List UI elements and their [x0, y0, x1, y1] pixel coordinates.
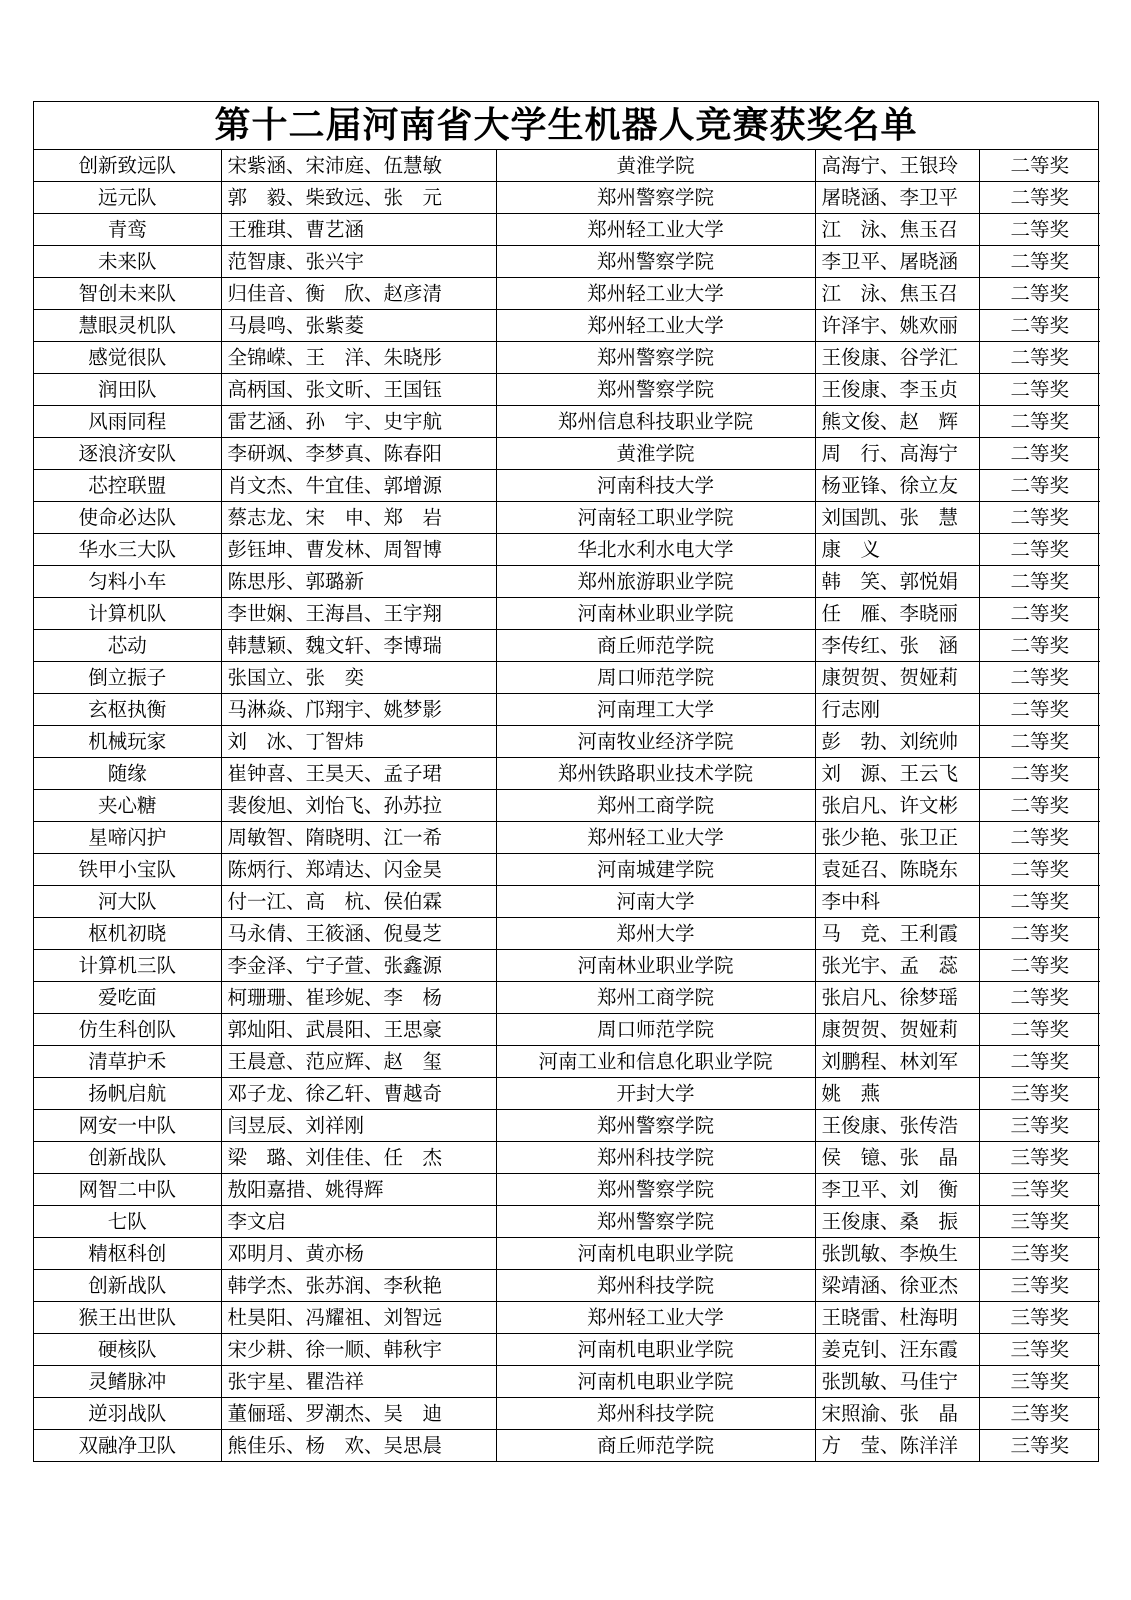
- members-cell: 李研飒、李梦真、陈春阳: [221, 438, 496, 470]
- team-name-cell: 灵鳍脉冲: [34, 1366, 221, 1398]
- school-cell: 河南城建学院: [496, 854, 815, 886]
- members-cell: 归佳音、衡 欣、赵彦清: [221, 278, 496, 310]
- members-cell: 马晨鸣、张紫菱: [221, 310, 496, 342]
- school-cell: 黄淮学院: [496, 150, 815, 182]
- team-name-cell: 未来队: [34, 246, 221, 278]
- school-cell: 郑州信息科技职业学院: [496, 406, 815, 438]
- table-row: [34, 246, 1100, 278]
- school-cell: 周口师范学院: [496, 662, 815, 694]
- table-row: [34, 342, 1100, 374]
- team-name-cell: 七队: [34, 1206, 221, 1238]
- award-cell: 二等奖: [979, 694, 1100, 726]
- award-cell: 二等奖: [979, 598, 1100, 630]
- school-cell: 郑州科技学院: [496, 1270, 815, 1302]
- advisors-cell: 姚 燕: [815, 1078, 979, 1110]
- school-cell: 黄淮学院: [496, 438, 815, 470]
- advisors-cell: 李传红、张 涵: [815, 630, 979, 662]
- advisors-cell: 张启凡、许文彬: [815, 790, 979, 822]
- table-row: [34, 214, 1100, 246]
- advisors-cell: 韩 笑、郭悦娟: [815, 566, 979, 598]
- members-cell: 高柄国、张文昕、王国钰: [221, 374, 496, 406]
- award-table: [34, 150, 1100, 1461]
- award-cell: 二等奖: [979, 566, 1100, 598]
- table-row: [34, 438, 1100, 470]
- advisors-cell: 熊文俊、赵 辉: [815, 406, 979, 438]
- team-name-cell: 铁甲小宝队: [34, 854, 221, 886]
- members-cell: 李世娴、王海昌、王宇翔: [221, 598, 496, 630]
- school-cell: 郑州科技学院: [496, 1142, 815, 1174]
- award-cell: 二等奖: [979, 886, 1100, 918]
- team-name-cell: 硬核队: [34, 1334, 221, 1366]
- table-row: [34, 950, 1100, 982]
- award-cell: 三等奖: [979, 1398, 1100, 1430]
- advisors-cell: 王俊康、李玉贞: [815, 374, 979, 406]
- members-cell: 裴俊旭、刘怡飞、孙苏拉: [221, 790, 496, 822]
- team-name-cell: 远元队: [34, 182, 221, 214]
- school-cell: 河南林业职业学院: [496, 598, 815, 630]
- members-cell: 马淋焱、邝翔宇、姚梦影: [221, 694, 496, 726]
- table-row: [34, 406, 1100, 438]
- team-name-cell: 猴王出世队: [34, 1302, 221, 1334]
- team-name-cell: 网智二中队: [34, 1174, 221, 1206]
- school-cell: 郑州轻工业大学: [496, 278, 815, 310]
- school-cell: 郑州警察学院: [496, 1174, 815, 1206]
- advisors-cell: 屠晓涵、李卫平: [815, 182, 979, 214]
- school-cell: 商丘师范学院: [496, 1430, 815, 1462]
- table-row: [34, 1430, 1100, 1462]
- award-cell: 二等奖: [979, 854, 1100, 886]
- table-row: [34, 502, 1100, 534]
- table-row: [34, 1142, 1100, 1174]
- advisors-cell: 任 雁、李晓丽: [815, 598, 979, 630]
- table-row: [34, 630, 1100, 662]
- school-cell: 郑州轻工业大学: [496, 310, 815, 342]
- team-name-cell: 风雨同程: [34, 406, 221, 438]
- table-row: [34, 822, 1100, 854]
- table-row: [34, 1078, 1100, 1110]
- advisors-cell: 李卫平、屠晓涵: [815, 246, 979, 278]
- table-row: [34, 662, 1100, 694]
- advisors-cell: 张光宇、孟 蕊: [815, 950, 979, 982]
- table-row: [34, 758, 1100, 790]
- advisors-cell: 方 莹、陈洋洋: [815, 1430, 979, 1462]
- members-cell: 梁 璐、刘佳佳、任 杰: [221, 1142, 496, 1174]
- award-cell: 二等奖: [979, 502, 1100, 534]
- school-cell: 郑州科技学院: [496, 1398, 815, 1430]
- school-cell: 郑州警察学院: [496, 1206, 815, 1238]
- school-cell: 郑州轻工业大学: [496, 214, 815, 246]
- members-cell: 宋少耕、徐一顺、韩秋宇: [221, 1334, 496, 1366]
- team-name-cell: 慧眼灵机队: [34, 310, 221, 342]
- award-cell: 三等奖: [979, 1174, 1100, 1206]
- table-row: [34, 694, 1100, 726]
- advisors-cell: 康贺贺、贺娅莉: [815, 662, 979, 694]
- team-name-cell: 计算机三队: [34, 950, 221, 982]
- table-row: [34, 1334, 1100, 1366]
- school-cell: 郑州警察学院: [496, 342, 815, 374]
- table-row: [34, 1302, 1100, 1334]
- table-row: [34, 566, 1100, 598]
- award-list-table: [33, 101, 1099, 1462]
- members-cell: 周敏智、隋晓明、江一希: [221, 822, 496, 854]
- team-name-cell: 倒立振子: [34, 662, 221, 694]
- members-cell: 崔钟喜、王昊天、孟子珺: [221, 758, 496, 790]
- members-cell: 王晨意、范应辉、赵 玺: [221, 1046, 496, 1078]
- advisors-cell: 王俊康、桑 振: [815, 1206, 979, 1238]
- table-row: [34, 182, 1100, 214]
- table-row: [34, 854, 1100, 886]
- table-row: [34, 886, 1100, 918]
- members-cell: 邓明月、黄亦杨: [221, 1238, 496, 1270]
- school-cell: 河南机电职业学院: [496, 1238, 815, 1270]
- team-name-cell: 使命必达队: [34, 502, 221, 534]
- school-cell: 河南机电职业学院: [496, 1366, 815, 1398]
- school-cell: 郑州铁路职业技术学院: [496, 758, 815, 790]
- team-name-cell: 创新致远队: [34, 150, 221, 182]
- members-cell: 付一江、高 杭、侯伯霖: [221, 886, 496, 918]
- team-name-cell: 匀料小车: [34, 566, 221, 598]
- table-row: [34, 726, 1100, 758]
- school-cell: 郑州警察学院: [496, 246, 815, 278]
- team-name-cell: 扬帆启航: [34, 1078, 221, 1110]
- members-cell: 雷艺涵、孙 宇、史宇航: [221, 406, 496, 438]
- advisors-cell: 行志刚: [815, 694, 979, 726]
- members-cell: 李金泽、宁子萱、张鑫源: [221, 950, 496, 982]
- members-cell: 杜昊阳、冯耀祖、刘智远: [221, 1302, 496, 1334]
- advisors-cell: 张凯敏、李焕生: [815, 1238, 979, 1270]
- advisors-cell: 康 义: [815, 534, 979, 566]
- team-name-cell: 随缘: [34, 758, 221, 790]
- team-name-cell: 芯控联盟: [34, 470, 221, 502]
- members-cell: 郭灿阳、武晨阳、王思豪: [221, 1014, 496, 1046]
- award-cell: 二等奖: [979, 726, 1100, 758]
- award-cell: 二等奖: [979, 182, 1100, 214]
- table-row: [34, 918, 1100, 950]
- award-cell: 二等奖: [979, 822, 1100, 854]
- award-cell: 三等奖: [979, 1430, 1100, 1462]
- team-name-cell: 计算机队: [34, 598, 221, 630]
- school-cell: 河南机电职业学院: [496, 1334, 815, 1366]
- advisors-cell: 刘国凯、张 慧: [815, 502, 979, 534]
- award-cell: 三等奖: [979, 1302, 1100, 1334]
- award-cell: 二等奖: [979, 534, 1100, 566]
- team-name-cell: 华水三大队: [34, 534, 221, 566]
- members-cell: 韩学杰、张苏润、李秋艳: [221, 1270, 496, 1302]
- team-name-cell: 创新战队: [34, 1270, 221, 1302]
- team-name-cell: 机械玩家: [34, 726, 221, 758]
- school-cell: 河南科技大学: [496, 470, 815, 502]
- award-cell: 二等奖: [979, 1014, 1100, 1046]
- award-cell: 三等奖: [979, 1110, 1100, 1142]
- advisors-cell: 刘鹏程、林刘军: [815, 1046, 979, 1078]
- advisors-cell: 彭 勃、刘统帅: [815, 726, 979, 758]
- members-cell: 陈思彤、郭璐新: [221, 566, 496, 598]
- school-cell: 河南轻工职业学院: [496, 502, 815, 534]
- advisors-cell: 袁延召、陈晓东: [815, 854, 979, 886]
- advisors-cell: 刘 源、王云飞: [815, 758, 979, 790]
- table-row: [34, 1174, 1100, 1206]
- advisors-cell: 江 泳、焦玉召: [815, 278, 979, 310]
- members-cell: 张国立、张 奕: [221, 662, 496, 694]
- advisors-cell: 张凯敏、马佳宁: [815, 1366, 979, 1398]
- school-cell: 河南理工大学: [496, 694, 815, 726]
- award-cell: 二等奖: [979, 1046, 1100, 1078]
- school-cell: 商丘师范学院: [496, 630, 815, 662]
- members-cell: 陈炳行、郑靖达、闪金昊: [221, 854, 496, 886]
- award-cell: 三等奖: [979, 1238, 1100, 1270]
- award-cell: 二等奖: [979, 214, 1100, 246]
- advisors-cell: 杨亚锋、徐立友: [815, 470, 979, 502]
- table-row: [34, 310, 1100, 342]
- table-row: [34, 1366, 1100, 1398]
- table-row: [34, 374, 1100, 406]
- members-cell: 宋紫涵、宋沛庭、伍慧敏: [221, 150, 496, 182]
- school-cell: 郑州工商学院: [496, 982, 815, 1014]
- members-cell: 郭 毅、柴致远、张 元: [221, 182, 496, 214]
- team-name-cell: 河大队: [34, 886, 221, 918]
- members-cell: 全锦嵘、王 洋、朱晓彤: [221, 342, 496, 374]
- advisors-cell: 王俊康、谷学汇: [815, 342, 979, 374]
- table-row: [34, 1046, 1100, 1078]
- members-cell: 柯珊珊、崔珍妮、李 杨: [221, 982, 496, 1014]
- award-cell: 二等奖: [979, 150, 1100, 182]
- members-cell: 马永倩、王筱涵、倪曼芝: [221, 918, 496, 950]
- award-cell: 二等奖: [979, 310, 1100, 342]
- table-row: [34, 470, 1100, 502]
- advisors-cell: 李中科: [815, 886, 979, 918]
- team-name-cell: 枢机初晓: [34, 918, 221, 950]
- team-name-cell: 清草护禾: [34, 1046, 221, 1078]
- award-cell: 三等奖: [979, 1142, 1100, 1174]
- table-row: [34, 278, 1100, 310]
- award-cell: 三等奖: [979, 1270, 1100, 1302]
- table-row: [34, 1110, 1100, 1142]
- school-cell: 郑州警察学院: [496, 374, 815, 406]
- members-cell: 李文启: [221, 1206, 496, 1238]
- table-row: [34, 150, 1100, 182]
- team-name-cell: 逆羽战队: [34, 1398, 221, 1430]
- team-name-cell: 感觉很队: [34, 342, 221, 374]
- table-row: [34, 790, 1100, 822]
- advisors-cell: 姜克钊、汪东霞: [815, 1334, 979, 1366]
- team-name-cell: 玄枢执衡: [34, 694, 221, 726]
- award-cell: 二等奖: [979, 982, 1100, 1014]
- team-name-cell: 精枢科创: [34, 1238, 221, 1270]
- members-cell: 敖阳嘉措、姚得辉: [221, 1174, 496, 1206]
- school-cell: 周口师范学院: [496, 1014, 815, 1046]
- team-name-cell: 润田队: [34, 374, 221, 406]
- team-name-cell: 青鸾: [34, 214, 221, 246]
- school-cell: 郑州警察学院: [496, 1110, 815, 1142]
- award-cell: 二等奖: [979, 278, 1100, 310]
- table-row: [34, 598, 1100, 630]
- advisors-cell: 梁靖涵、徐亚杰: [815, 1270, 979, 1302]
- award-cell: 二等奖: [979, 918, 1100, 950]
- team-name-cell: 逐浪济安队: [34, 438, 221, 470]
- team-name-cell: 智创未来队: [34, 278, 221, 310]
- school-cell: 郑州轻工业大学: [496, 822, 815, 854]
- team-name-cell: 仿生科创队: [34, 1014, 221, 1046]
- award-cell: 三等奖: [979, 1366, 1100, 1398]
- advisors-cell: 康贺贺、贺娅莉: [815, 1014, 979, 1046]
- award-cell: 二等奖: [979, 662, 1100, 694]
- members-cell: 肖文杰、牛宜佳、郭增源: [221, 470, 496, 502]
- school-cell: 河南工业和信息化职业学院: [496, 1046, 815, 1078]
- award-cell: 二等奖: [979, 406, 1100, 438]
- school-cell: 郑州轻工业大学: [496, 1302, 815, 1334]
- advisors-cell: 周 行、高海宁: [815, 438, 979, 470]
- team-name-cell: 创新战队: [34, 1142, 221, 1174]
- table-row: [34, 1270, 1100, 1302]
- table-row: [34, 534, 1100, 566]
- members-cell: 蔡志龙、宋 申、郑 岩: [221, 502, 496, 534]
- award-cell: 二等奖: [979, 758, 1100, 790]
- advisors-cell: 宋照渝、张 晶: [815, 1398, 979, 1430]
- team-name-cell: 星啼闪护: [34, 822, 221, 854]
- school-cell: 华北水利水电大学: [496, 534, 815, 566]
- advisors-cell: 李卫平、刘 衡: [815, 1174, 979, 1206]
- award-cell: 三等奖: [979, 1334, 1100, 1366]
- table-row: [34, 1238, 1100, 1270]
- team-name-cell: 网安一中队: [34, 1110, 221, 1142]
- award-cell: 二等奖: [979, 470, 1100, 502]
- document-title: 第十二届河南省大学生机器人竞赛获奖名单: [34, 102, 1098, 150]
- award-cell: 三等奖: [979, 1206, 1100, 1238]
- award-cell: 三等奖: [979, 1078, 1100, 1110]
- table-row: [34, 1014, 1100, 1046]
- members-cell: 董俪瑶、罗潮杰、吴 迪: [221, 1398, 496, 1430]
- award-cell: 二等奖: [979, 438, 1100, 470]
- school-cell: 河南大学: [496, 886, 815, 918]
- award-cell: 二等奖: [979, 630, 1100, 662]
- members-cell: 张宇星、瞿浩祥: [221, 1366, 496, 1398]
- school-cell: 郑州工商学院: [496, 790, 815, 822]
- award-cell: 二等奖: [979, 790, 1100, 822]
- members-cell: 彭钰坤、曹发林、周智博: [221, 534, 496, 566]
- advisors-cell: 江 泳、焦玉召: [815, 214, 979, 246]
- team-name-cell: 双融净卫队: [34, 1430, 221, 1462]
- advisors-cell: 侯 镱、张 晶: [815, 1142, 979, 1174]
- members-cell: 刘 冰、丁智炜: [221, 726, 496, 758]
- members-cell: 闫昱辰、刘祥刚: [221, 1110, 496, 1142]
- advisors-cell: 马 竞、王利霞: [815, 918, 979, 950]
- members-cell: 范智康、张兴宇: [221, 246, 496, 278]
- school-cell: 河南林业职业学院: [496, 950, 815, 982]
- advisors-cell: 许泽宇、姚欢丽: [815, 310, 979, 342]
- members-cell: 韩慧颖、魏文轩、李博瑞: [221, 630, 496, 662]
- advisors-cell: 张启凡、徐梦瑶: [815, 982, 979, 1014]
- award-cell: 二等奖: [979, 342, 1100, 374]
- award-cell: 二等奖: [979, 950, 1100, 982]
- advisors-cell: 王晓雷、杜海明: [815, 1302, 979, 1334]
- school-cell: 郑州警察学院: [496, 182, 815, 214]
- members-cell: 邓子龙、徐乙轩、曹越奇: [221, 1078, 496, 1110]
- table-row: [34, 982, 1100, 1014]
- table-row: [34, 1206, 1100, 1238]
- school-cell: 开封大学: [496, 1078, 815, 1110]
- team-name-cell: 芯动: [34, 630, 221, 662]
- team-name-cell: 夹心糖: [34, 790, 221, 822]
- advisors-cell: 张少艳、张卫正: [815, 822, 979, 854]
- advisors-cell: 王俊康、张传浩: [815, 1110, 979, 1142]
- award-cell: 二等奖: [979, 374, 1100, 406]
- school-cell: 郑州旅游职业学院: [496, 566, 815, 598]
- members-cell: 王雅琪、曹艺涵: [221, 214, 496, 246]
- team-name-cell: 爱吃面: [34, 982, 221, 1014]
- award-cell: 二等奖: [979, 246, 1100, 278]
- advisors-cell: 高海宁、王银玲: [815, 150, 979, 182]
- members-cell: 熊佳乐、杨 欢、吴思晨: [221, 1430, 496, 1462]
- table-row: [34, 1398, 1100, 1430]
- school-cell: 郑州大学: [496, 918, 815, 950]
- school-cell: 河南牧业经济学院: [496, 726, 815, 758]
